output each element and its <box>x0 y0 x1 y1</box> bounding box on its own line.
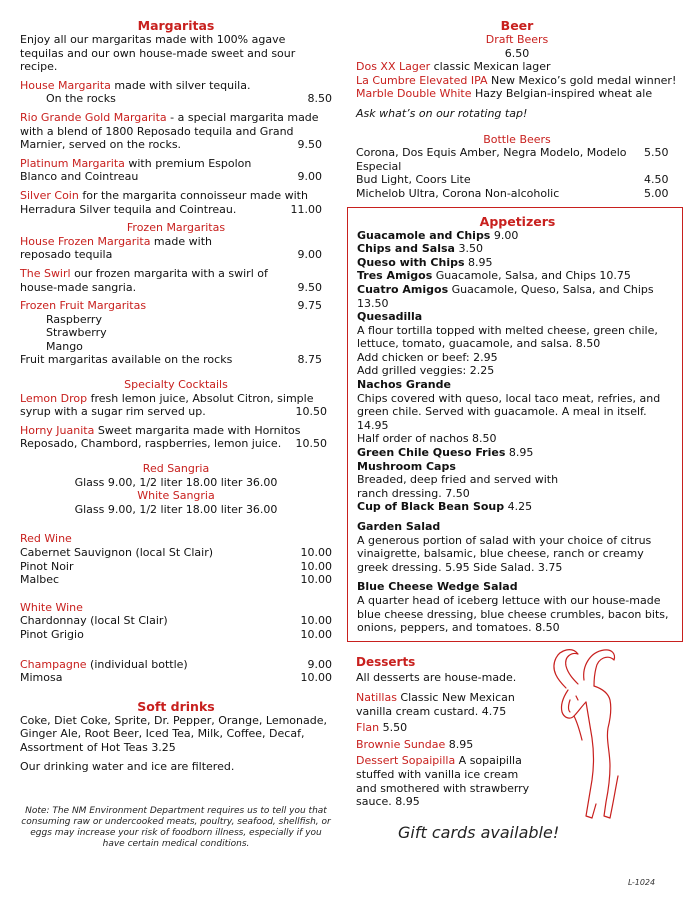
horny-price: 10.50 <box>295 437 327 451</box>
white-wine-heading: White Wine <box>20 600 83 614</box>
bottle-price: 5.50 <box>644 146 669 160</box>
bottle-price: 5.00 <box>644 186 669 200</box>
appetizers-box <box>347 207 683 642</box>
bottle-row <box>356 173 678 187</box>
house-frozen-name: House Frozen Margarita <box>20 234 151 248</box>
garden-salad-desc: A generous portion of salad with your choice of citrus vinaigrette, balsamic, blue cheese, ranch or creamy greek dressing. 5.95 Side Salad. 3.75 <box>357 533 652 574</box>
water-note: Our drinking water and ice are filtered. <box>20 759 235 773</box>
draft-item <box>356 87 678 101</box>
appetizer-price: 3.50 <box>454 242 483 256</box>
fruit-rocks-price: 8.75 <box>297 353 322 367</box>
appetizer-name: Cuatro Amigos <box>357 282 449 296</box>
champagne-row <box>20 658 332 672</box>
red-wine-price: 10.00 <box>300 559 332 573</box>
white-wine-row <box>20 628 332 642</box>
swirl-desc: our frozen margarita with a swirl of house-made sangria. <box>20 266 268 294</box>
dessert-desc: A sopaipilla stuffed with vanilla ice cream and smothered with strawberry sauce. 8.95 <box>356 754 530 809</box>
draft-desc: New Mexico’s gold medal winner! <box>487 73 677 87</box>
desserts-heading: Desserts <box>356 654 416 669</box>
dessert-item <box>356 691 546 718</box>
appetizer-price: 9.00 <box>490 228 519 242</box>
draft-heading: Draft Beers <box>485 33 549 46</box>
nachos-half: Half order of nachos 8.50 <box>357 432 497 446</box>
mimosa-row <box>20 671 332 685</box>
white-sangria-prices: Glass 9.00, 1/2 liter 18.00 liter 36.00 <box>74 502 278 516</box>
quesadilla-add-meat: Add chicken or beef: 2.95 <box>357 350 498 364</box>
beer-heading: Beer <box>500 18 534 33</box>
dessert-item <box>356 738 546 752</box>
silver-price: 11.00 <box>290 202 322 216</box>
frozen-fruit-name: Frozen Fruit Margaritas <box>20 299 147 313</box>
bottle-row <box>356 146 678 173</box>
house-margarita <box>20 79 332 106</box>
dessert-item <box>356 754 536 808</box>
specialty-heading: Specialty Cocktails <box>124 378 228 392</box>
quesadilla-desc: A flour tortilla topped with melted cheese, green chile, lettuce, tomato, guacamole, and salsa. 8.50 <box>357 323 658 351</box>
horny-desc: Sweet margarita made with Hornitos Reposado, Chambord, raspberries, lemon juice. <box>20 423 301 451</box>
champagne-desc: (individual bottle) <box>86 657 188 671</box>
rio-desc: - a special margarita made with a blend of 1800 Reposado tequila and Grand Marnier, served on the rocks. <box>20 110 319 152</box>
goat-illustration-icon <box>538 640 638 835</box>
appetizer-item <box>357 500 678 514</box>
wedge-salad-desc: A quarter head of iceberg lettuce with our house-made blue cheese dressing, blue cheese crumbles, bacon bits, onions, peppers, and tomatoes. 8.50 <box>357 593 669 635</box>
flavor-raspberry: Raspberry <box>46 312 102 326</box>
dessert-desc: 8.95 <box>445 737 474 751</box>
appetizer-item <box>357 229 678 243</box>
dessert-desc: 5.50 <box>379 721 408 735</box>
lemon-name: Lemon Drop <box>20 391 88 405</box>
wedge-salad-name: Blue Cheese Wedge Salad <box>357 580 518 594</box>
the-swirl <box>20 267 332 294</box>
flavor-strawberry: Strawberry <box>46 326 107 340</box>
appetizer-desc: Guacamole, Salsa, and Chips 10.75 <box>432 269 631 283</box>
appetizer-item <box>357 446 678 460</box>
platinum-name: Platinum Margarita <box>20 156 125 170</box>
mushroom-desc: Breaded, deep fried and served with ranch dressing. 7.50 <box>357 473 559 500</box>
platinum-desc: with premium Espolon Blanco and Cointreau <box>20 156 252 184</box>
soft-drinks-heading: Soft drinks <box>137 698 215 714</box>
nachos-desc: Chips covered with queso, local taco meat, refries, and green chile. Served with guacamole. A meal in itself. 14.95 <box>357 391 661 432</box>
lemon-desc: fresh lemon juice, Absolut Citron, simple syrup with a sugar rim served up. <box>20 391 314 419</box>
platinum-margarita <box>20 157 332 184</box>
red-wine-heading: Red Wine <box>20 532 72 546</box>
bottle-name: Michelob Ultra, Corona Non-alcoholic <box>356 186 560 200</box>
silver-coin <box>20 189 332 216</box>
margaritas-heading: Margaritas <box>137 18 215 33</box>
margaritas-intro: Enjoy all our margaritas made with 100% agave tequilas and our own house-made sweet and sour recipe. <box>20 33 296 74</box>
horny-juanita <box>20 424 332 451</box>
health-note: Note: The NM Environment Department requires us to tell you that consuming raw or undercooked meats, poultry, seafood, shellfish, or eggs may increase your risk of foodborn illness, especially if you have certain medical conditions. <box>21 806 331 849</box>
platinum-price: 9.00 <box>297 170 322 184</box>
lemon-price: 10.50 <box>295 405 327 419</box>
red-wine-row <box>20 560 332 574</box>
bottle-name: Bud Light, Coors Lite <box>356 173 471 187</box>
appetizer-name: Guacamole and Chips <box>357 228 491 242</box>
soft-drinks-list: Coke, Diet Coke, Sprite, Dr. Pepper, Orange, Lemonade, Ginger Ale, Root Beer, Iced Tea, Milk, Coffee, Decaf, Assortment of Hot Teas 3.25 <box>20 713 327 754</box>
gift-cards-note: Gift cards available! <box>398 823 560 842</box>
frozen-heading: Frozen Margaritas <box>126 221 226 235</box>
white-wine-row <box>20 614 332 628</box>
red-wine-name: Cabernet Sauvignon (local St Clair) <box>20 546 214 559</box>
frozen-fruit <box>20 299 332 367</box>
house-rocks-price: 8.50 <box>307 92 332 106</box>
appetizer-item <box>357 269 678 283</box>
desserts-intro: All desserts are house-made. <box>356 671 517 685</box>
dessert-item <box>356 721 546 735</box>
white-wine-price: 10.00 <box>300 614 332 628</box>
draft-desc: classic Mexican lager <box>430 60 551 74</box>
appetizer-name: Cup of Black Bean Soup <box>357 500 505 514</box>
appetizers-heading: Appetizers <box>479 213 556 229</box>
draft-price: 6.50 <box>504 46 530 60</box>
white-wine-name: Pinot Grigio <box>20 627 84 641</box>
draft-name: Marble Double White <box>356 87 472 101</box>
quesadilla-add-veggies: Add grilled veggies: 2.25 <box>357 364 495 378</box>
swirl-price: 9.50 <box>297 280 322 294</box>
rotating-tap-note: Ask what’s on our rotating tap! <box>356 106 528 120</box>
house-frozen-desc: made with reposado tequila <box>20 234 212 262</box>
appetizer-item <box>357 283 678 310</box>
mimosa-price: 10.00 <box>300 671 332 685</box>
red-wine-row <box>20 573 332 587</box>
appetizer-price: 4.25 <box>504 500 533 514</box>
horny-name: Horny Juanita <box>20 423 95 437</box>
left-column <box>20 18 332 773</box>
red-wine-name: Malbec <box>20 573 60 587</box>
dessert-name: Brownie Sundae <box>356 737 446 751</box>
fruit-rocks-row <box>20 353 332 367</box>
appetizer-name: Chips and Salsa <box>357 242 455 256</box>
draft-name: La Cumbre Elevated IPA <box>356 73 488 87</box>
dessert-desc: Classic New Mexican vanilla cream custard. 4.75 <box>356 690 515 718</box>
silver-name: Silver Coin <box>20 188 79 202</box>
rio-price: 9.50 <box>297 138 322 152</box>
white-sangria-heading: White Sangria <box>137 489 215 503</box>
appetizer-name: Queso with Chips <box>357 255 465 269</box>
draft-item <box>356 74 678 88</box>
mimosa-name: Mimosa <box>20 671 63 685</box>
appetizer-price: 8.95 <box>505 446 534 460</box>
appetizer-item <box>357 242 678 256</box>
bottle-heading: Bottle Beers <box>483 132 551 146</box>
menu-code: L-1024 <box>628 878 656 887</box>
house-margarita-rocks-row <box>20 92 332 106</box>
nachos-name: Nachos Grande <box>357 378 451 392</box>
red-wine-name: Pinot Noir <box>20 559 74 573</box>
dessert-name: Dessert Sopaipilla <box>356 754 456 768</box>
dessert-name: Flan <box>356 721 380 735</box>
appetizer-desc: Guacamole, Queso, Salsa, and Chips 13.50 <box>357 282 654 310</box>
white-wine-name: Chardonnay (local St Clair) <box>20 614 168 628</box>
draft-desc: Hazy Belgian-inspired wheat ale <box>471 87 653 101</box>
draft-name: Dos XX Lager <box>356 60 431 74</box>
mushroom-name: Mushroom Caps <box>357 459 456 473</box>
draft-item <box>356 60 678 74</box>
red-wine-row <box>20 546 332 560</box>
bottle-name: Corona, Dos Equis Amber, Negra Modelo, Modelo Especial <box>356 146 627 173</box>
lemon-drop <box>20 392 332 419</box>
house-margarita-desc: made with silver tequila. <box>110 78 251 92</box>
house-frozen <box>20 235 332 262</box>
house-margarita-name: House Margarita <box>20 78 111 92</box>
house-rocks-label: On the rocks <box>46 92 116 106</box>
flavor-mango: Mango <box>46 339 83 353</box>
rio-name: Rio Grande Gold Margarita <box>20 110 167 124</box>
red-wine-price: 10.00 <box>300 546 332 559</box>
red-sangria-prices: Glass 9.00, 1/2 liter 18.00 liter 36.00 <box>74 475 278 489</box>
desserts-list <box>356 691 546 809</box>
frozen-fruit-row <box>20 299 332 313</box>
champagne-name: Champagne <box>20 657 87 671</box>
garden-salad-name: Garden Salad <box>357 520 441 533</box>
swirl-name: The Swirl <box>20 266 71 280</box>
white-wine-price: 10.00 <box>300 627 332 641</box>
red-wine-price: 10.00 <box>300 573 332 587</box>
quesadilla-name: Quesadilla <box>357 310 423 324</box>
red-sangria-heading: Red Sangria <box>142 462 210 476</box>
bottle-price: 4.50 <box>644 173 669 187</box>
dessert-name: Natillas <box>356 690 397 704</box>
appetizer-price: 8.95 <box>464 255 493 269</box>
appetizer-name: Green Chile Queso Fries <box>357 446 506 460</box>
house-frozen-price: 9.00 <box>297 248 322 262</box>
silver-desc: for the margarita connoisseur made with Herradura Silver tequila and Cointreau. <box>20 188 308 216</box>
appetizer-item <box>357 256 678 270</box>
fruit-rocks-label: Fruit margaritas available on the rocks <box>20 353 233 367</box>
rio-grande-margarita <box>20 111 332 152</box>
frozen-fruit-price: 9.75 <box>297 299 322 313</box>
appetizer-name: Tres Amigos <box>357 269 433 283</box>
bottle-row <box>356 187 678 201</box>
champagne-price: 9.00 <box>307 657 332 671</box>
